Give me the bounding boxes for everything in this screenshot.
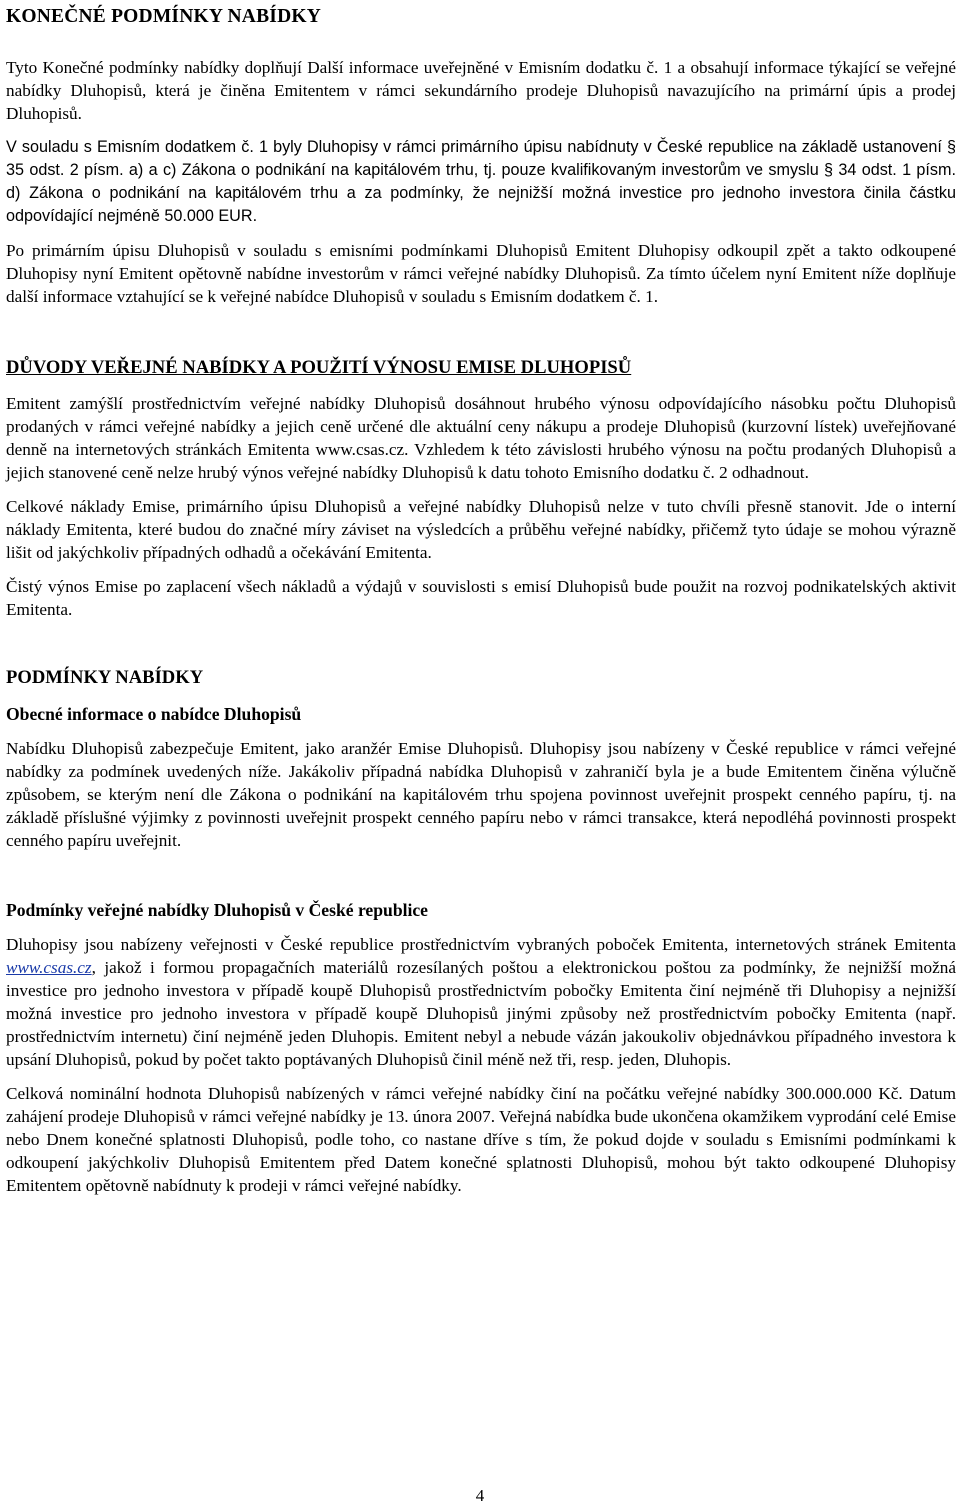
intro-paragraph-1: Tyto Konečné podmínky nabídky doplňují Další informace uveřejněné v Emisním dodatku č. 1 a obsahují informace týkající se veřejné nabídky Dluhopisů, která je činěna Emitentem v rámci sekundárního prodeje Dluhopisů navazujícího na primární úpis a prodej Dluhopisů. [6, 58, 956, 123]
reasons-paragraph-1: Emitent zamýšlí prostřednictvím veřejné nabídky Dluhopisů dosáhnout hrubého výnosu odpovídajícího násobku počtu Dluhopisů prodaných v rámci veřejné nabídky a jejich ceně určené dle aktuální ceny nákupu a prodeje Dluhopisů (kurzovní lístek) uveřejňované denně na internetových stránkách Emitenta www.csas.cz. Vzhledem k této závislosti hrubého výnosu na počtu prodaných Dluhopisů a jejich stanovené ceně nelze hrubý výnos veřejné nabídky Dluhopisů k datu tohoto Emisního dodatku č. 2 odhadnout. [6, 394, 956, 482]
subheading-czech-offer: Podmínky veřejné nabídky Dluhopisů v České republice [6, 900, 428, 920]
intro-paragraph-3: Po primárním úpisu Dluhopisů v souladu s emisními podmínkami Dluhopisů Emitent Dluhopisy odkoupil zpět a takto odkoupené Dluhopisy nyní Emitent opětovně nabídne investorům v rámci veřejné nabídky Dluhopisů. Za tímto účelem nyní Emitent níže doplňuje další informace vztahující se k veřejné nabídce Dluhopisů v souladu s Emisním dodatkem č. 1. [6, 241, 956, 306]
czech-paragraph-1-end: , jakož i formou propagačních materiálů rozesílaných poštou a elektronickou poštou za podmínky, že nejnižší možná investice pro jednoho investora v případě koupě Dluhopisů prostřednictvím pobočky Emitenta činí nejméně tři Dluhopisy a nejnižší možná investice pro jednoho investora v případě koupě Dluhopisů jinými způsoby než prostřednictvím pobočky Emitenta (např. prostřednictvím internetu) činí nejméně jeden Dluhopis. Emitent nebyl a nebude vázán jakoukoliv objednávkou případného investora k upsání Dluhopisů, pokud by počet takto poptávaných Dluhopisů činil méně než tři, resp. jeden, Dluhopis. [6, 958, 956, 1069]
czech-paragraph-1 [6, 933, 956, 1071]
emitent-website-link[interactable]: www.csas.cz [6, 958, 92, 977]
intro-paragraph-2: V souladu s Emisním dodatkem č. 1 byly Dluhopisy v rámci primárního úpisu nabídnuty v České republice na základě ustanovení § 35 odst. 2 písm. a) a c) Zákona o podnikání na kapitálovém trhu, tj. pouze kvalifikovaným investorům ve smyslu § 34 odst. 1 písm. d) Zákona o podnikání na kapitálovém trhu a za podmínky, že nejnižší možná investice pro jednoho investora činila částku odpovídající nejméně 50.000 EUR. [6, 138, 956, 225]
reasons-paragraph-2: Celkové náklady Emise, primárního úpisu Dluhopisů a veřejné nabídky Dluhopisů nelze v tuto chvíli přesně stanovit. Jde o interní náklady Emitenta, které budou do značné míry záviset na výsledcích a průběhu veřejné nabídky, přičemž tyto údaje se mohou výrazně lišit od jakýchkoliv případných odhadů a očekávání Emitenta. [6, 497, 956, 562]
section-heading-reasons: DŮVODY VEŘEJNÉ NABÍDKY A POUŽITÍ VÝNOSU EMISE DLUHOPISŮ [6, 357, 632, 378]
reasons-paragraph-3: Čistý výnos Emise po zaplacení všech nákladů a výdajů v souvislosti s emisí Dluhopisů bude použit na rozvoj podnikatelských aktivit Emitenta. [6, 577, 956, 619]
section-heading-conditions: PODMÍNKY NABÍDKY [6, 667, 204, 688]
czech-paragraph-1-start: Dluhopisy jsou nabízeny veřejnosti v České republice prostřednictvím vybraných poboček Emitenta, internetových stránek Emitenta [6, 935, 956, 954]
general-paragraph-1: Nabídku Dluhopisů zabezpečuje Emitent, jako aranžér Emise Dluhopisů. Dluhopisy jsou nabízeny v České republice v rámci veřejné nabídky za podmínek uvedených níže. Jakákoliv případná nabídka Dluhopisů v zahraničí byla je a bude Emitentem činěna výlučně způsobem, se kterým není dle Zákona o podnikání na kapitálovém trhu spojena povinnost uveřejnit prospekt cenného papíru, tj. na základě příslušné výjimky z povinnosti uveřejnit prospekt cenného papíru nebo v rámci transakce, která nepodléhá povinnosti prospekt cenného papíru uveřejnit. [6, 739, 956, 850]
page-number: 4 [475, 1486, 485, 1505]
subheading-general-info: Obecné informace o nabídce Dluhopisů [6, 704, 302, 724]
document-body [6, 56, 956, 1208]
czech-paragraph-2: Celková nominální hodnota Dluhopisů nabízených v rámci veřejné nabídky činí na počátku veřejné nabídky 300.000.000 Kč. Datum zahájení prodeje Dluhopisů v rámci veřejné nabídky je 13. února 2007. Veřejná nabídka bude ukončena okamžikem vyprodání celé Emise nebo Dnem konečné splatnosti Dluhopisů, podle toho, co nastane dříve s tím, že pokud dojde v souladu s Emisními podmínkami k odkoupení jakýchkoliv Dluhopisů Emitentem před Datem konečné splatnosti Dluhopisů, mohou být takto odkoupené Dluhopisy Emitentem opětovně nabídnuty k prodeji v rámci veřejné nabídky. [6, 1084, 956, 1195]
document-title: KONEČNÉ PODMÍNKY NABÍDKY [6, 6, 322, 27]
